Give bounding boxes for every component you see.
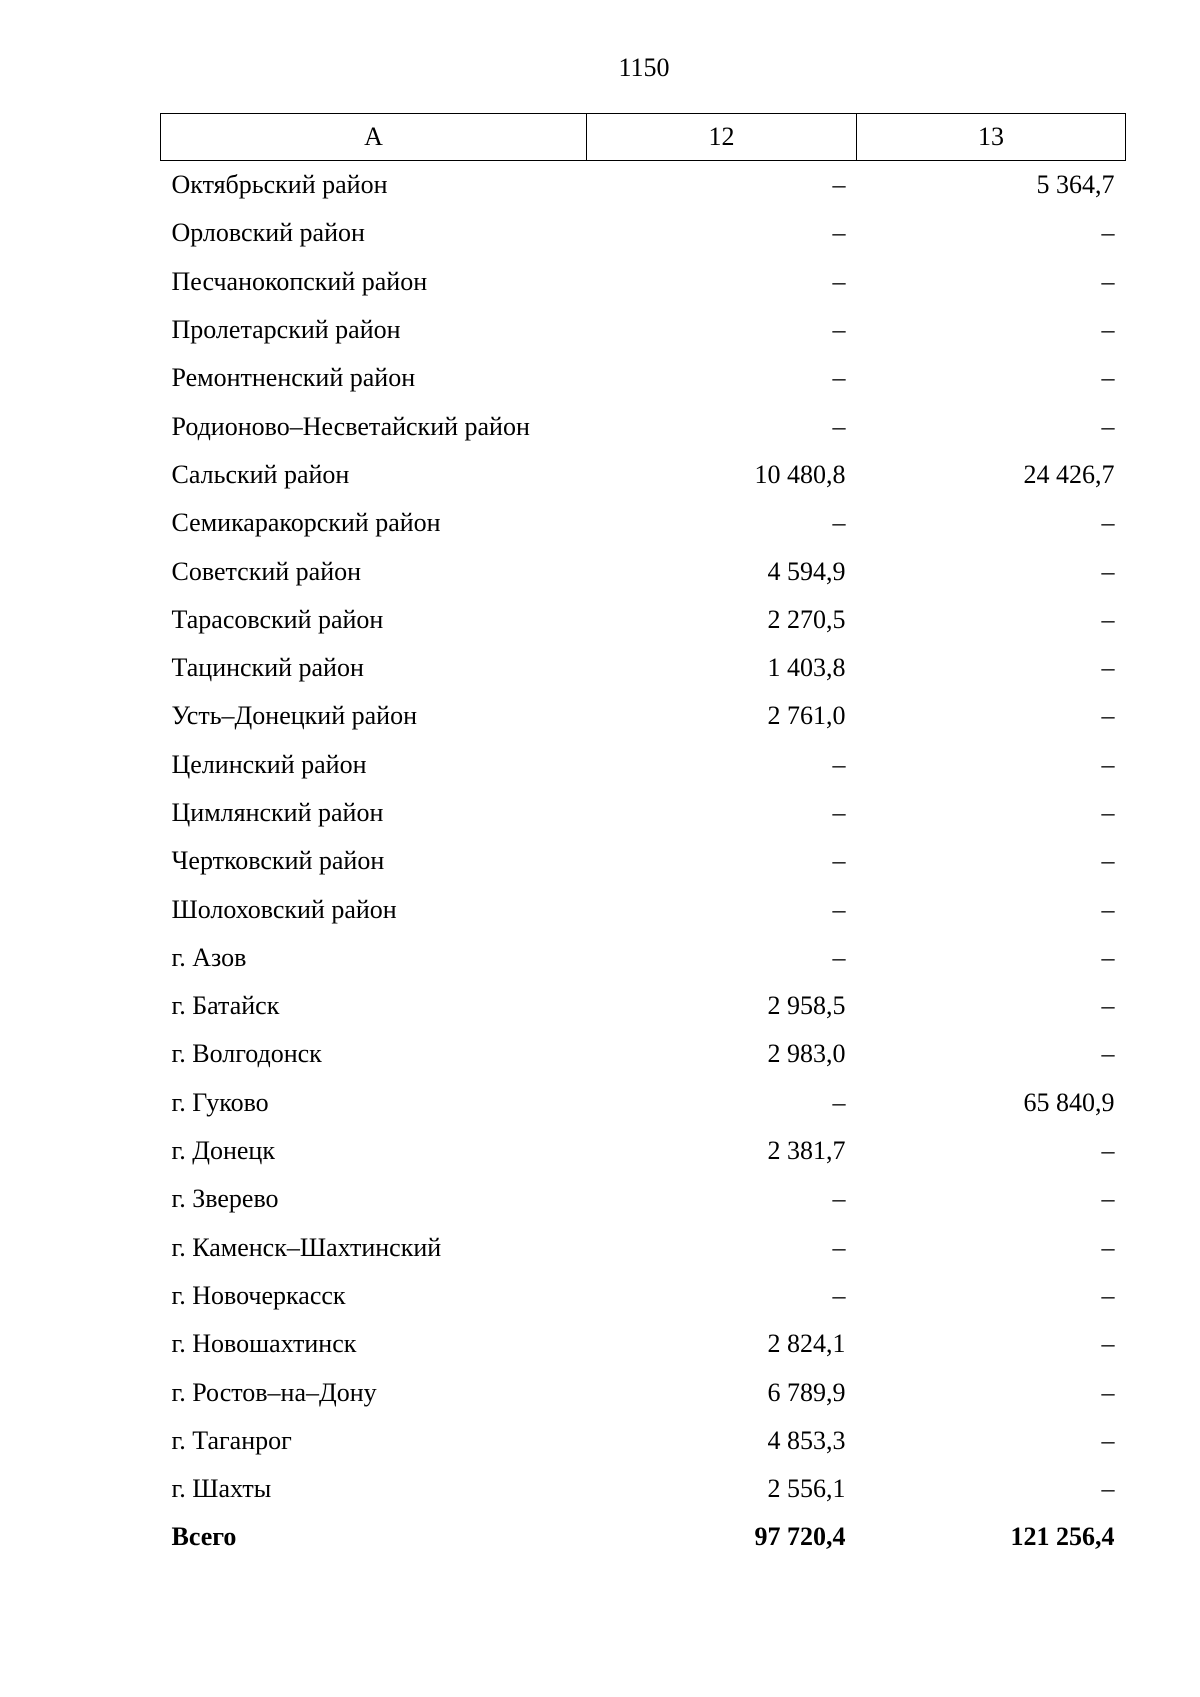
row-col-13-cell: – bbox=[1101, 315, 1115, 345]
table-row bbox=[161, 354, 1126, 402]
total-row bbox=[161, 1513, 1126, 1561]
row-col-13-cell: – bbox=[1101, 218, 1115, 248]
row-col-13-cell: 5 364,7 bbox=[1036, 170, 1115, 200]
table-row bbox=[161, 402, 1126, 450]
row-name-cell: г. Новошахтинск bbox=[171, 1329, 357, 1359]
total-label: Всего bbox=[171, 1522, 237, 1552]
table-body bbox=[161, 161, 1126, 1562]
table-row bbox=[161, 547, 1126, 595]
row-name-cell: Целинский район bbox=[171, 749, 367, 779]
row-col-12-cell: – bbox=[832, 315, 846, 345]
row-col-12-cell: – bbox=[832, 749, 846, 779]
row-col-12-cell: 2 381,7 bbox=[767, 1136, 846, 1166]
row-name-cell: г. Каменск–Шахтинский bbox=[171, 1232, 442, 1262]
row-col-13-cell: – bbox=[1101, 508, 1115, 538]
row-name-cell: г. Волгодонск bbox=[171, 1039, 322, 1069]
row-col-13-cell: – bbox=[1101, 1474, 1115, 1504]
row-name-cell: Родионово–Несветайский район bbox=[171, 411, 530, 441]
table-row bbox=[161, 692, 1126, 740]
table-row bbox=[161, 596, 1126, 644]
row-name-cell: г. Батайск bbox=[171, 991, 280, 1021]
row-name-cell: г. Шахты bbox=[171, 1474, 272, 1504]
row-col-13-cell: – bbox=[1101, 942, 1115, 972]
row-name-cell: Песчанокопский район bbox=[171, 266, 428, 296]
row-name-cell: Орловский район bbox=[171, 218, 365, 248]
table-row bbox=[161, 499, 1126, 547]
row-name-cell: г. Гуково bbox=[171, 1087, 269, 1117]
table-header bbox=[161, 114, 1126, 161]
row-col-12-cell: 1 403,8 bbox=[767, 653, 846, 683]
row-col-13-cell: – bbox=[1101, 1329, 1115, 1359]
table-row bbox=[161, 789, 1126, 837]
table-row bbox=[161, 209, 1126, 257]
row-col-12-cell: – bbox=[832, 411, 846, 441]
row-col-12-cell: – bbox=[832, 218, 846, 248]
row-name-cell: Шолоховский район bbox=[171, 894, 397, 924]
row-col-12-cell: – bbox=[832, 1184, 846, 1214]
row-name-cell: Сальский район bbox=[171, 459, 350, 489]
table-row bbox=[161, 934, 1126, 982]
row-name-cell: Цимлянский район bbox=[171, 798, 384, 827]
row-col-12-cell: – bbox=[832, 798, 846, 827]
budget-table bbox=[160, 113, 1126, 1562]
row-col-13-cell: – bbox=[1101, 604, 1115, 634]
row-name-cell: Чертковский район bbox=[171, 846, 385, 876]
table-row bbox=[161, 1320, 1126, 1368]
table-row bbox=[161, 1127, 1126, 1175]
header-col-13: 13 bbox=[857, 114, 1126, 161]
row-col-12-cell: – bbox=[832, 170, 846, 200]
row-name-cell: Тацинский район bbox=[171, 653, 364, 683]
row-col-12-cell: 2 958,5 bbox=[767, 991, 846, 1021]
table-row bbox=[161, 258, 1126, 306]
table-row bbox=[161, 306, 1126, 354]
table-row bbox=[161, 1417, 1126, 1465]
row-col-13-cell: – bbox=[1101, 266, 1115, 296]
page-number: 1150 bbox=[618, 53, 670, 82]
table-row bbox=[161, 741, 1126, 789]
row-name-cell: Советский район bbox=[171, 556, 362, 586]
row-name-cell: Ремонтненский район bbox=[171, 363, 416, 393]
row-col-13-cell: – bbox=[1101, 1232, 1115, 1262]
table-row bbox=[161, 1272, 1126, 1320]
row-col-13-cell: – bbox=[1101, 749, 1115, 779]
row-col-12-cell: 2 556,1 bbox=[767, 1474, 846, 1504]
row-col-13-cell: – bbox=[1101, 411, 1115, 441]
table-row bbox=[161, 1368, 1126, 1416]
row-name-cell: Пролетарский район bbox=[171, 315, 401, 345]
row-col-13-cell: – bbox=[1101, 701, 1115, 731]
table-row bbox=[161, 1465, 1126, 1513]
row-name-cell: г. Донецк bbox=[171, 1136, 275, 1166]
row-col-13-cell: – bbox=[1101, 556, 1115, 586]
header-row bbox=[161, 114, 1126, 161]
row-col-12-cell: 2 824,1 bbox=[767, 1329, 846, 1359]
row-name-cell: г. Зверево bbox=[171, 1184, 279, 1214]
row-col-12-cell: – bbox=[832, 942, 846, 972]
row-col-13-cell: – bbox=[1101, 1039, 1115, 1069]
row-col-12-cell: – bbox=[832, 1280, 846, 1310]
row-name-cell: Семикаракорский район bbox=[171, 508, 441, 538]
table-row bbox=[161, 644, 1126, 692]
row-col-13-cell: – bbox=[1101, 1184, 1115, 1214]
header-col-a: А bbox=[161, 114, 587, 161]
table-row bbox=[161, 451, 1126, 499]
row-col-12-cell: – bbox=[832, 846, 846, 876]
row-col-12-cell: – bbox=[832, 894, 846, 924]
row-name-cell: г. Новочеркасск bbox=[171, 1280, 346, 1310]
row-col-12-cell: 2 761,0 bbox=[767, 701, 846, 731]
row-col-13-cell: – bbox=[1101, 363, 1115, 393]
row-col-13-cell: – bbox=[1101, 1280, 1115, 1310]
table-row bbox=[161, 982, 1126, 1030]
header-col-12: 12 bbox=[587, 114, 857, 161]
row-col-12-cell: – bbox=[832, 1087, 846, 1117]
row-name-cell: г. Азов bbox=[171, 942, 247, 972]
table-row bbox=[161, 837, 1126, 885]
row-name-cell: Усть–Донецкий район bbox=[171, 701, 417, 731]
table-row bbox=[161, 1079, 1126, 1127]
row-name-cell: г. Таганрог bbox=[171, 1425, 292, 1455]
row-col-13-cell: – bbox=[1101, 894, 1115, 924]
row-col-13-cell: 24 426,7 bbox=[1023, 459, 1115, 489]
table-row bbox=[161, 1224, 1126, 1272]
row-name-cell: Тарасовский район bbox=[171, 604, 384, 634]
row-col-12-cell: 2 270,5 bbox=[767, 604, 846, 634]
row-col-12-cell: – bbox=[832, 508, 846, 538]
row-name-cell: г. Ростов–на–Дону bbox=[171, 1377, 377, 1407]
total-col-13: 121 256,4 bbox=[1010, 1522, 1115, 1552]
row-col-12-cell: 10 480,8 bbox=[754, 459, 846, 489]
row-col-12-cell: 4 594,9 bbox=[767, 556, 846, 586]
row-col-13-cell: – bbox=[1101, 653, 1115, 683]
row-col-12-cell: – bbox=[832, 363, 846, 393]
row-col-12-cell: 4 853,3 bbox=[767, 1425, 846, 1455]
total-col-12: 97 720,4 bbox=[754, 1522, 846, 1552]
row-col-12-cell: 2 983,0 bbox=[767, 1039, 846, 1069]
row-col-12-cell: – bbox=[832, 1232, 846, 1262]
row-col-12-cell: 6 789,9 bbox=[767, 1377, 846, 1407]
row-col-12-cell: – bbox=[832, 266, 846, 296]
row-col-13-cell: – bbox=[1101, 846, 1115, 876]
table-row bbox=[161, 1030, 1126, 1078]
row-col-13-cell: 65 840,9 bbox=[1023, 1087, 1115, 1117]
row-col-13-cell: – bbox=[1101, 1377, 1115, 1407]
row-col-13-cell: – bbox=[1101, 1136, 1115, 1166]
table-row bbox=[161, 1175, 1126, 1223]
row-col-13-cell: – bbox=[1101, 1425, 1115, 1455]
table-row bbox=[161, 161, 1126, 210]
row-col-13-cell: – bbox=[1101, 991, 1115, 1021]
row-name-cell: Октябрьский район bbox=[171, 170, 388, 200]
table-row bbox=[161, 885, 1126, 933]
row-col-13-cell: – bbox=[1101, 798, 1115, 827]
